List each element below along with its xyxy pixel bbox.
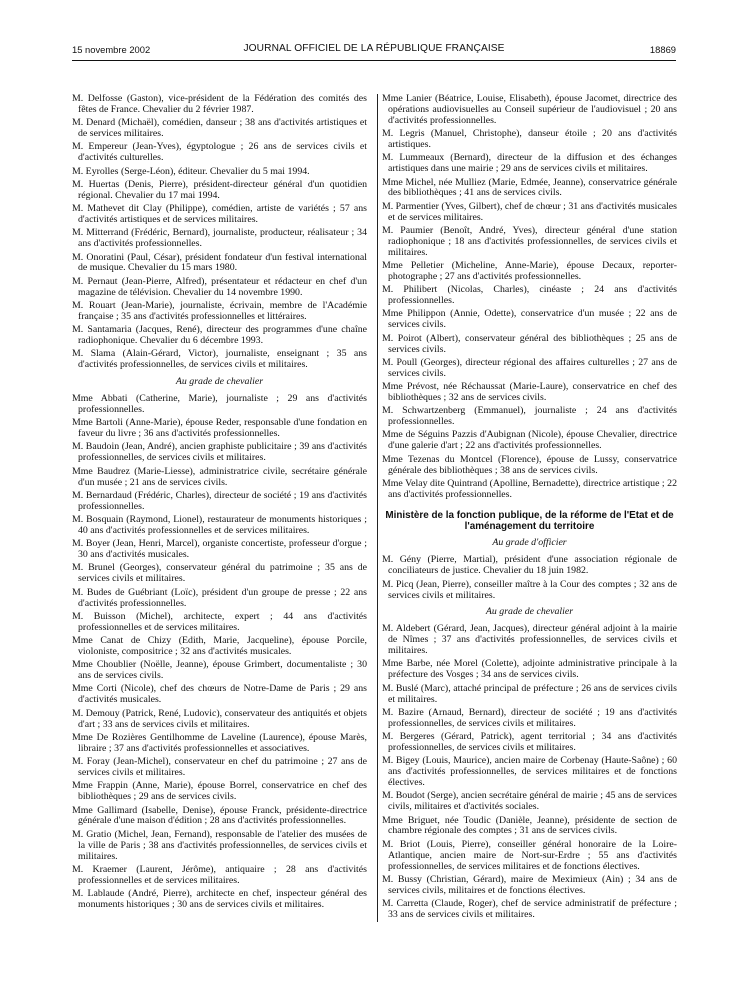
ministry-heading: Ministère de la fonction publique, de la réforme de l'Etat et de l'aménagement du territoire — [385, 509, 674, 533]
list-item: M. Bosquain (Raymond, Lionel), restaurateur de monuments historiques ; 40 ans d'activités professionnelles et de services militaires. — [72, 514, 367, 536]
list-item: M. Picq (Jean, Pierre), conseiller maître à la Cour des comptes ; 32 ans de services civils et militaires. — [382, 578, 677, 601]
list-item: M. Kraemer (Laurent, Jérôme), antiquaire ; 28 ans d'activités professionnelles et de services militaires. — [72, 863, 367, 886]
list-item: Mme Philippon (Annie, Odette), conservatrice d'un musée ; 22 ans de services civils. — [382, 308, 677, 331]
list-item: M. Bernardaud (Frédéric, Charles), directeur de société ; 19 ans d'activités professionnelles. — [72, 489, 367, 512]
list-item: M. Denard (Michaël), comédien, danseur ; 38 ans d'activités artistiques et de services militaires. — [72, 117, 367, 140]
list-item: Mme Lanier (Béatrice, Louise, Elisabeth), épouse Jacomet, directrice des opérations audiovisuelles au Conseil supérieur de l'audiovisuel ; 20 ans d'activités professionnelles. — [382, 93, 677, 126]
list-item: M. Mathevet dit Clay (Philippe), comédien, artiste de variétés ; 57 ans d'activités artistiques et de services militaires. — [72, 203, 367, 226]
list-item: Mme Michel, née Mulliez (Marie, Edmée, Jeanne), conservatrice générale des bibliothèques ; 41 ans de services civils. — [382, 176, 677, 199]
list-item: M. Bazire (Arnaud, Bernard), directeur de société ; 19 ans d'activités professionnelles, de services civils et militaires. — [382, 706, 677, 729]
column-separator — [377, 94, 378, 922]
list-item: M. Santamaria (Jacques, René), directeur des programmes d'une chaîne radiophonique. Chevalier du 6 décembre 1993. — [72, 324, 367, 347]
list-item: M. Empereur (Jean-Yves), égyptologue ; 26 ans de services civils et d'activités culturelles. — [72, 141, 367, 164]
list-item: M. Budes de Guébriant (Loïc), président d'un groupe de presse ; 22 ans d'activités professionnelles. — [72, 586, 367, 609]
list-item: Mme Prévost, née Réchaussat (Marie-Laure), conservatrice en chef des bibliothèques ; 32 ans de services civils. — [382, 381, 677, 403]
list-item: M. Mitterrand (Frédéric, Bernard), journaliste, producteur, réalisateur ; 34 ans d'activités professionnelles. — [72, 227, 367, 250]
list-item: M. Briot (Louis, Pierre), conseiller général honoraire de la Loire-Atlantique, ancien maire de Nort-sur-Erdre ; 55 ans d'activités professionnelles, de services militaires et de fonctions électives. — [382, 838, 677, 872]
list-item: Mme Pelletier (Micheline, Anne-Marie), épouse Decaux, reporter-photographe ; 27 ans d'activités professionnelles. — [382, 260, 677, 282]
left-column — [72, 94, 367, 913]
list-item: M. Onoratini (Paul, César), président fondateur d'un festival international de musique. Chevalier du 15 mars 1980. — [72, 251, 367, 274]
list-item: M. Lummeaux (Bernard), directeur de la diffusion et des échanges artistiques dans une mairie ; 29 ans de services civils et militaires. — [382, 152, 677, 175]
list-item: M. Bigey (Louis, Maurice), ancien maire de Corbenay (Haute-Saône) ; 60 ans d'activités professionnelles, de services militaires et de fonctions électives. — [382, 755, 677, 789]
list-item: Mme de Séguins Pazzis d'Aubignan (Nicole), épouse Chevalier, directrice d'une galerie d'art ; 22 ans d'activités professionnelles. — [382, 429, 677, 452]
list-item: M. Boyer (Jean, Henri, Marcel), organiste concertiste, professeur d'orgue ; 30 ans d'activités musicales. — [72, 538, 367, 561]
grade-heading: Au grade d'officier — [492, 537, 567, 549]
list-item: M. Paumier (Benoît, André, Yves), directeur général d'une station radiophonique ; 18 ans d'activités professionnelles, de services civils et militaires. — [382, 224, 677, 258]
header-rule — [72, 60, 676, 61]
list-item: M. Poull (Georges), directeur régional des affaires culturelles ; 27 ans de services civils. — [382, 356, 677, 379]
list-item: M. Buslé (Marc), attaché principal de préfecture ; 26 ans de services civils et militaires. — [382, 682, 677, 705]
list-item: M. Aldebert (Gérard, Jean, Jacques), directeur général adjoint à la mairie de Nîmes ; 37 ans d'activités professionnelles, de services civils et militaires. — [382, 623, 677, 657]
grade-heading: Au grade de chevalier — [175, 376, 264, 388]
list-item: M. Poirot (Albert), conservateur général des bibliothèques ; 25 ans de services civils. — [382, 332, 677, 355]
list-item: M. Eyrolles (Serge-Léon), éditeur. Chevalier du 5 mai 1994. — [72, 165, 310, 177]
list-item: M. Schwartzenberg (Emmanuel), journaliste ; 24 ans d'activités professionnelles. — [382, 405, 677, 428]
list-item: Mme Corti (Nicole), chef des chœurs de Notre-Dame de Paris ; 29 ans d'activités musicales. — [72, 683, 367, 706]
header-date: 15 novembre 2002 — [72, 44, 151, 55]
header-title: JOURNAL OFFICIEL DE LA RÉPUBLIQUE FRANÇAISE — [243, 43, 505, 54]
list-item: Mme Baudrez (Marie-Liesse), administratrice civile, secrétaire générale d'un musée ; 21 ans de services civils. — [72, 465, 367, 488]
list-item: M. Huertas (Denis, Pierre), président-directeur général d'un quotidien régional. Chevalier du 17 mai 1994. — [72, 178, 367, 201]
list-item: M. Pernaut (Jean-Pierre, Alfred), présentateur et rédacteur en chef d'un magazine de télévision. Chevalier du 14 novembre 1990. — [72, 275, 367, 298]
list-item: Mme Bartoli (Anne-Marie), épouse Reder, responsable d'une fondation en faveur du livre ; 36 ans d'activités professionnelles. — [72, 417, 367, 440]
header-page-number: 18869 — [649, 44, 676, 55]
list-item: M. Delfosse (Gaston), vice-président de la Fédération des comités des fêtes de France. Chevalier du 2 février 1987. — [72, 93, 367, 115]
list-item: M. Gény (Pierre, Martial), président d'une association régionale de conciliateurs de justice. Chevalier du 18 juin 1982. — [382, 554, 677, 577]
list-item: M. Boudot (Serge), ancien secrétaire général de mairie ; 45 ans de services civils, militaires et d'activités sociales. — [382, 790, 677, 813]
list-item: M. Philibert (Nicolas, Charles), cinéaste ; 24 ans d'activités professionnelles. — [382, 284, 677, 307]
page-header — [72, 44, 676, 58]
list-item: M. Legris (Manuel, Christophe), danseur étoile ; 20 ans d'activités artistiques. — [382, 128, 677, 151]
list-item: Mme Briguet, née Toudic (Danièle, Jeanne), présidente de section de chambre régionale des comptes ; 31 ans de services civils. — [382, 814, 677, 837]
list-item: M. Rouart (Jean-Marie), journaliste, écrivain, membre de l'Académie française ; 35 ans d'activités professionnelles et littéraires. — [72, 299, 367, 322]
list-item: Mme Canat de Chizy (Edith, Marie, Jacqueline), épouse Porcile, violoniste, compositrice ; 32 ans d'activités musicales. — [72, 635, 367, 657]
list-item: M. Gratio (Michel, Jean, Fernand), responsable de l'atelier des musées de la ville de Paris ; 38 ans d'activités professionnelles, de services civils et militaires. — [72, 828, 367, 862]
list-item: M. Lablaude (André, Pierre), architecte en chef, inspecteur général des monuments historiques ; 30 ans de services civils et militaires. — [72, 888, 367, 910]
list-item: Mme Choublier (Noëlle, Jeanne), épouse Grimbert, documentaliste ; 30 ans de services civils. — [72, 659, 367, 682]
list-item: Mme De Rozières Gentilhomme de Laveline (Laurence), épouse Marès, libraire ; 37 ans d'activités professionnelles et associatives. — [72, 731, 367, 754]
list-item: Mme Barbe, née Morel (Colette), adjointe administrative principale à la préfecture des Vosges ; 34 ans de services civils. — [382, 658, 677, 681]
list-item: M. Baudoin (Jean, André), ancien graphiste publicitaire ; 39 ans d'activités professionnelles, de services civils et militaires. — [72, 441, 367, 464]
list-item: M. Foray (Jean-Michel), conservateur en chef du patrimoine ; 27 ans de services civils et militaires. — [72, 756, 367, 778]
list-item: M. Carretta (Claude, Roger), chef de service administratif de préfecture ; 33 ans de services civils et militaires. — [382, 898, 677, 920]
list-item: M. Demouy (Patrick, René, Ludovic), conservateur des antiquités et objets d'art ; 33 ans de services civils et militaires. — [72, 707, 367, 730]
list-item: M. Parmentier (Yves, Gilbert), chef de chœur ; 31 ans d'activités musicales et de services militaires. — [382, 200, 677, 223]
list-item: Mme Velay dite Quintrand (Apolline, Bernadette), directrice artistique ; 22 ans d'activités professionnelles. — [382, 477, 677, 500]
list-item: Mme Abbati (Catherine, Marie), journaliste ; 29 ans d'activités professionnelles. — [72, 393, 367, 415]
list-item: M. Brunel (Georges), conservateur général du patrimoine ; 35 ans de services civils et militaires. — [72, 562, 367, 585]
grade-heading: Au grade de chevalier — [485, 606, 574, 618]
list-item: Mme Tezenas du Montcel (Florence), épouse de Lussy, conservatrice générale des bibliothèques ; 38 ans de services civils. — [382, 453, 677, 476]
list-item: Mme Gallimard (Isabelle, Denise), épouse Franck, présidente-directrice générale d'une maison d'édition ; 28 ans d'activités professionnelles. — [72, 804, 367, 827]
right-column — [382, 94, 677, 923]
list-item: M. Slama (Alain-Gérard, Victor), journaliste, enseignant ; 35 ans d'activités professionnelles, de services civils et militaires. — [72, 348, 367, 371]
list-item: M. Bussy (Christian, Gérard), maire de Meximieux (Ain) ; 34 ans de services civils, militaires et de fonctions électives. — [382, 873, 677, 896]
list-item: Mme Frappin (Anne, Marie), épouse Borrel, conservatrice en chef des bibliothèques ; 29 ans de services civils. — [72, 780, 367, 803]
list-item: M. Bergeres (Gérard, Patrick), agent territorial ; 34 ans d'activités professionnelles, de services civils et militaires. — [382, 731, 677, 753]
list-item: M. Buisson (Michel), architecte, expert ; 44 ans d'activités professionnelles et de services militaires. — [72, 610, 367, 633]
